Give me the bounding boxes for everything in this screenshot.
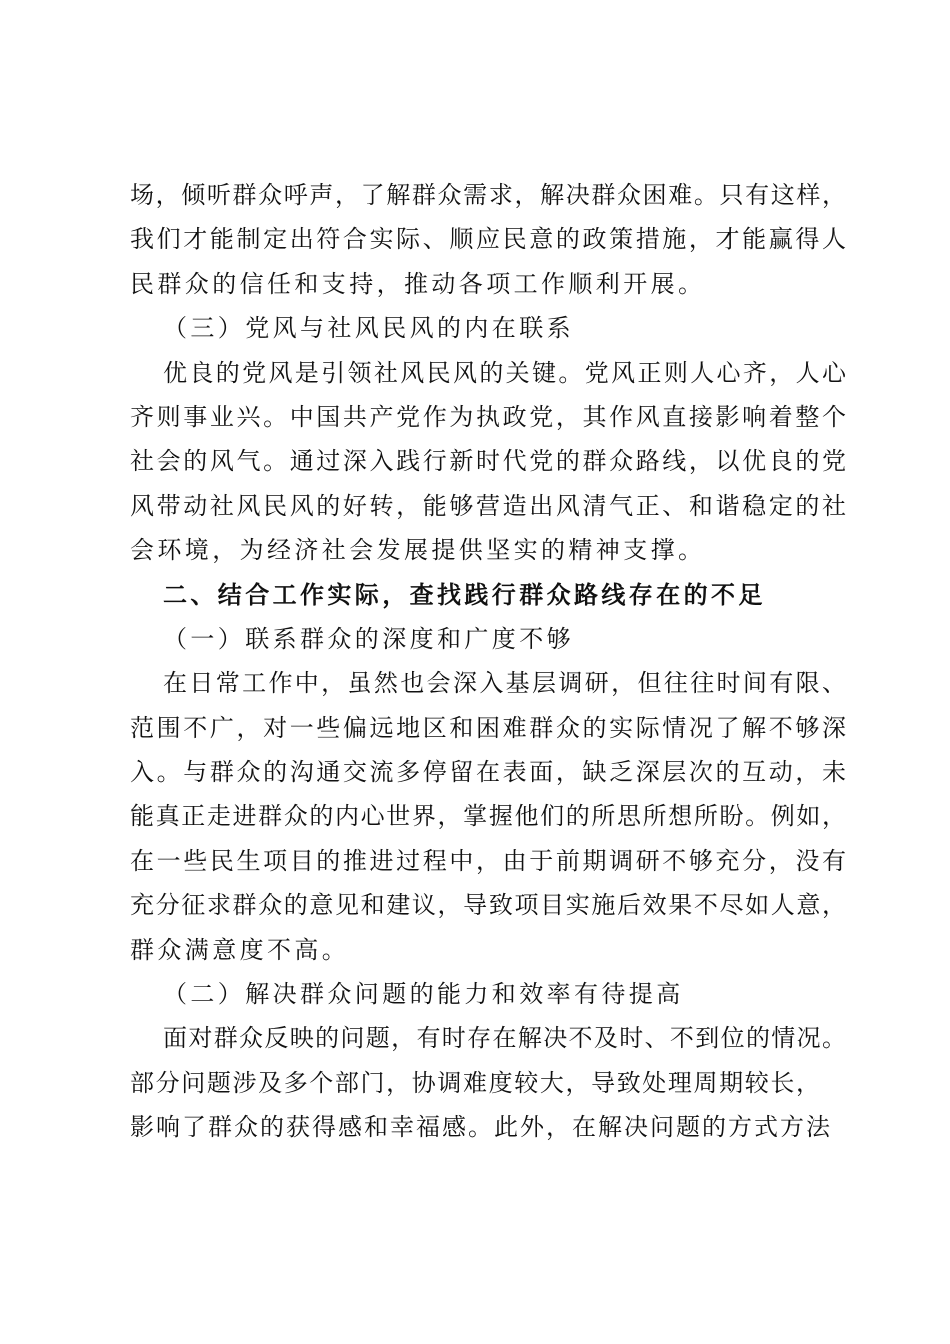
paragraph-line: 会环境，为经济社会发展提供坚实的精神支撑。 [130,536,706,565]
paragraph-line: 部分问题涉及多个部门，协调难度较大，导致处理周期较长， [130,1068,820,1097]
paragraph-line: 社会的风气。通过深入践行新时代党的群众路线，以优良的党 [130,447,846,476]
paragraph-line: 入。与群众的沟通交流多停留在表面，缺乏深层次的互动，未 [130,758,846,787]
section-heading: 二、结合工作实际，查找践行群众路线存在的不足 [163,579,766,609]
paragraph-line: 影响了群众的获得感和幸福感。此外，在解决问题的方式方法 [130,1113,830,1142]
paragraph-line: 风带动社风民风的好转，能够营造出风清气正、和谐稳定的社 [130,491,846,520]
paragraph-line: 面对群众反映的问题，有时存在解决不及时、不到位的情况。 [163,1024,846,1053]
paragraph-line: 齐则事业兴。中国共产党作为执政党，其作风直接影响着整个 [130,402,846,431]
paragraph-line: 优良的党风是引领社风民风的关键。党风正则人心齐，人心 [163,358,846,387]
paragraph-line: 在日常工作中，虽然也会深入基层调研，但往往时间有限、 [163,669,846,698]
paragraph-line: 场，倾听群众呼声，了解群众需求，解决群众困难。只有这样， [130,181,846,209]
paragraph-line: 充分征求群众的意见和建议，导致项目实施后效果不尽如人意， [130,891,846,920]
subheading: （三）党风与社风民风的内在联系 [163,314,574,343]
paragraph-line: 我们才能制定出符合实际、顺应民意的政策措施，才能赢得人 [130,225,846,254]
subheading: （二）解决群众问题的能力和效率有待提高 [163,980,684,1009]
paragraph-line: 能真正走进群众的内心世界，掌握他们的所思所想所盼。例如， [130,802,846,831]
paragraph-line: 民群众的信任和支持，推动各项工作顺利开展。 [130,269,706,298]
paragraph-line: 群众满意度不高。 [130,935,350,964]
subheading: （一）联系群众的深度和广度不够 [163,624,574,653]
document-page [130,173,846,1150]
paragraph-line: 在一些民生项目的推进过程中，由于前期调研不够充分，没有 [130,846,846,875]
paragraph-line: 范围不广，对一些偏远地区和困难群众的实际情况了解不够深 [130,713,846,742]
